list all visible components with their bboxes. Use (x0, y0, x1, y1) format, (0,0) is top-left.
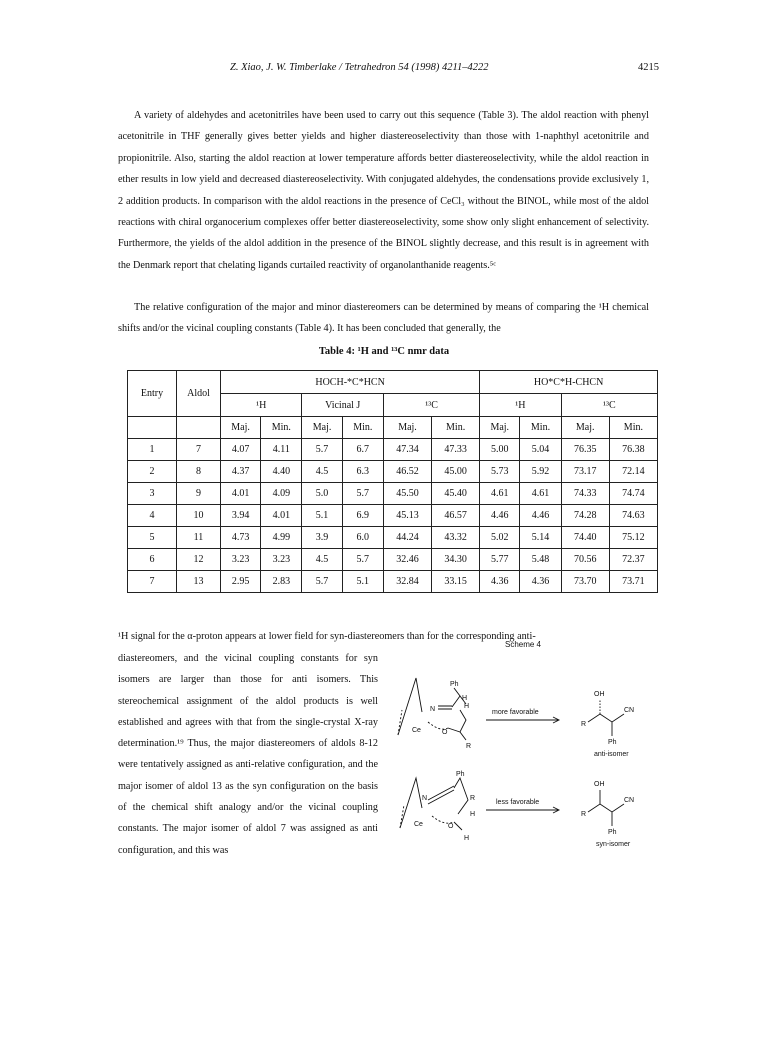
ts1-ph-label: Ph (450, 681, 459, 688)
table-cell: 4.99 (261, 527, 302, 549)
table-cell: 32.84 (383, 571, 431, 593)
running-head-citation: Z. Xiao, J. W. Timberlake / Tetrahedron 54 (1998) 4211–4222 (230, 62, 489, 73)
product2-name: syn-isomer (596, 841, 631, 848)
paragraph-2 (118, 297, 649, 340)
table-cell: 6 (128, 549, 177, 571)
table-cell: 3.23 (261, 549, 302, 571)
table-cell: 5.1 (302, 505, 342, 527)
sub-header-vicinal-j: Vicinal J (302, 394, 383, 417)
table-cell: 5.00 (480, 439, 520, 461)
table-cell: 4.46 (520, 505, 561, 527)
table-cell: 47.34 (383, 439, 431, 461)
table-cell: 5.92 (520, 461, 561, 483)
sub-header-1h-b: ¹H (480, 394, 561, 417)
table-cell: 4.09 (261, 483, 302, 505)
paragraph-3-column: diastereomers, and the vicinal coupling constants for syn isomers are larger than those for anti isomers. This stereochemical assignment of the aldol products is well established and agrees with that from the single-crystal X-ray determination.¹⁹ Thus, the major diastereomers of aldols 8-12 were tentatively assigned as anti-relative configuration, and the major isomer of aldol 13 as the syn configuration on the basis of the chemical shift analogy and/or the vicinal coupling constants. The major isomer of aldol 7 was assigned as anti configuration, and this was (118, 653, 378, 856)
table-cell: 76.35 (561, 439, 609, 461)
table-cell: 4.61 (480, 483, 520, 505)
sub-header-13c-b: ¹³C (561, 394, 657, 417)
table-cell: 6.9 (342, 505, 383, 527)
sub-header-13c-a: ¹³C (383, 394, 479, 417)
table-cell: 12 (177, 549, 221, 571)
sub-header-1h-a: ¹H (221, 394, 302, 417)
table-body (128, 439, 658, 593)
table-cell: 2 (128, 461, 177, 483)
table-cell: 4.37 (221, 461, 261, 483)
table-cell: 75.12 (609, 527, 657, 549)
table-cell: 46.52 (383, 461, 431, 483)
table-cell: 5.02 (480, 527, 520, 549)
table-cell: 9 (177, 483, 221, 505)
table-cell: 4.5 (302, 461, 342, 483)
maj-header: Maj. (221, 417, 261, 439)
ts2-ce-label: Ce (414, 821, 423, 828)
min-header: Min. (609, 417, 657, 439)
table-cell: 8 (177, 461, 221, 483)
ts2-h-bond (454, 822, 462, 830)
paragraph-2-text: The relative configuration of the major and minor diastereomers can be determined by means of comparing the ¹H chemical shifts and/or the vicinal coupling constants (Table 4). It has been concluded that generally, the (118, 302, 649, 335)
group-header-1: HOCH-*C*HCN (221, 371, 480, 394)
table-row (128, 461, 658, 483)
table-cell: 74.63 (609, 505, 657, 527)
table-cell: 6.7 (342, 439, 383, 461)
table-row (128, 439, 658, 461)
ts1-o-label: O (442, 729, 448, 736)
min-header: Min. (520, 417, 561, 439)
arrow-2-label: less favorable (496, 799, 540, 806)
maj-header: Maj. (561, 417, 609, 439)
paragraph-3-lead: ¹H signal for the α-proton appears at lower field for syn-diastereomers than for the corresponding anti- (118, 631, 536, 642)
table-cell: 5.0 (302, 483, 342, 505)
ts1-cn-double-bond (438, 706, 452, 709)
table-cell: 4.73 (221, 527, 261, 549)
table-cell: 3.94 (221, 505, 261, 527)
maj-header: Maj. (480, 417, 520, 439)
table-cell: 1 (128, 439, 177, 461)
maj-header: Maj. (383, 417, 431, 439)
table-cell: 73.17 (561, 461, 609, 483)
arrow-1-label: more favorable (492, 709, 539, 716)
table-cell: 70.56 (561, 549, 609, 571)
table-cell: 5.7 (342, 549, 383, 571)
col-header-entry: Entry (128, 371, 177, 417)
table-row (128, 549, 658, 571)
table-cell: 10 (177, 505, 221, 527)
ts2-o-label: O (448, 823, 454, 830)
table-cell: 47.33 (432, 439, 480, 461)
table-cell: 11 (177, 527, 221, 549)
table-cell: 4.11 (261, 439, 302, 461)
table-cell: 4.46 (480, 505, 520, 527)
table-cell: 45.00 (432, 461, 480, 483)
ts1-carbonyl-ring (448, 710, 466, 732)
table-cell: 46.57 (432, 505, 480, 527)
table-cell: 74.28 (561, 505, 609, 527)
table-cell: 5.1 (342, 571, 383, 593)
table-cell: 4.40 (261, 461, 302, 483)
table-cell: 4.36 (520, 571, 561, 593)
table-cell: 72.14 (609, 461, 657, 483)
product1-ph-label: Ph (608, 739, 617, 746)
table-cell: 44.24 (383, 527, 431, 549)
table-cell: 5.7 (342, 483, 383, 505)
table-cell: 4.01 (261, 505, 302, 527)
table-cell: 73.71 (609, 571, 657, 593)
table-cell: 5.77 (480, 549, 520, 571)
min-header: Min. (261, 417, 302, 439)
ts1-h-label: H (462, 695, 468, 702)
ts2-r-label: R (470, 795, 476, 802)
product2-r-label: R (581, 811, 587, 818)
product2-oh-label: OH (594, 781, 605, 788)
ts1-ph-bond (454, 688, 460, 696)
table-cell: 76.38 (609, 439, 657, 461)
scheme-title: Scheme 4 (504, 640, 542, 649)
table-cell: 73.70 (561, 571, 609, 593)
ts1-r-bond (460, 732, 466, 740)
table-cell: 5.04 (520, 439, 561, 461)
page-number: 4215 (638, 62, 659, 73)
ts2-h-label: H (470, 811, 476, 818)
table-cell: 45.13 (383, 505, 431, 527)
table-cell: 3 (128, 483, 177, 505)
ts2-h2-label: H (464, 835, 470, 842)
ts1-h2-label: H (464, 703, 470, 710)
table-cell: 5 (128, 527, 177, 549)
table-cell: 74.74 (609, 483, 657, 505)
table-cell: 4 (128, 505, 177, 527)
table-cell: 72.37 (609, 549, 657, 571)
blank-cell (177, 417, 221, 439)
table-cell: 5.7 (302, 439, 342, 461)
table-cell: 13 (177, 571, 221, 593)
paragraph-1-text: A variety of aldehydes and acetonitriles have been used to carry out this sequence (Table 3). The aldol reaction with phenyl acetonitrile in THF generally gives better yields and higher diastereoselectivity than those with 1-naphthyl acetonitrile and propionitrile. Also, starting the aldol reaction at lower temperature affords better diastereoselectivity, while the aldol reaction in ether results in low yield and decreased diastereoselectivity. With conjugated aldehydes, the condensations provide exclusively 1, 2 addition products. In comparison with the aldol reactions in the presence of CeCl₃ without the BINOL, while most of the aldol reactions with chiral organocerium complexes offer better diastereoselectivity, some show only slight enhancement of selectivity. Furthermore, the yields of the aldol addition in the presence of the BINOL slightly decrease, and this result is in agreement with the Denmark report that chelating ligands curtailed reactivity of organolanthanide reagents.⁵ᶜ (118, 110, 649, 271)
table-cell: 7 (128, 571, 177, 593)
table-cell: 74.40 (561, 527, 609, 549)
product1-cn-label: CN (624, 707, 635, 714)
table-cell: 32.46 (383, 549, 431, 571)
running-head (0, 62, 768, 78)
table-cell: 3.23 (221, 549, 261, 571)
table-row (128, 483, 658, 505)
table-cell: 33.15 (432, 571, 480, 593)
table-cell: 3.9 (302, 527, 342, 549)
blank-cell (128, 417, 177, 439)
product2-cn-label: CN (624, 797, 635, 804)
maj-header: Maj. (302, 417, 342, 439)
table-cell: 43.32 (432, 527, 480, 549)
ts1-ce-label: Ce (412, 727, 421, 734)
product1-chain (588, 714, 624, 722)
ts1-r-label: R (466, 743, 472, 750)
product1-name: anti-isomer (594, 751, 629, 758)
table-cell: 45.40 (432, 483, 480, 505)
nmr-data-table (127, 370, 658, 593)
table-row (128, 527, 658, 549)
product1-r-label: R (581, 721, 587, 728)
product2-ph-label: Ph (608, 829, 617, 836)
ts1-n-label: N (430, 706, 436, 713)
table-cell: 6.3 (342, 461, 383, 483)
table-cell: 2.83 (261, 571, 302, 593)
paragraph-1 (118, 105, 649, 276)
table-cell: 4.36 (480, 571, 520, 593)
ts2-cn-double-bond (428, 786, 454, 804)
col-header-aldol: Aldol (177, 371, 221, 417)
table-cell: 4.07 (221, 439, 261, 461)
product2-chain (588, 804, 624, 812)
table-row (128, 505, 658, 527)
table-cell: 7 (177, 439, 221, 461)
ts2-ph-label: Ph (456, 771, 465, 778)
ts2-n-label: N (422, 795, 428, 802)
table-cell: 4.5 (302, 549, 342, 571)
table-cell: 34.30 (432, 549, 480, 571)
table-cell: 5.73 (480, 461, 520, 483)
table-cell: 45.50 (383, 483, 431, 505)
table-cell: 6.0 (342, 527, 383, 549)
table-cell: 5.7 (302, 571, 342, 593)
table-cell: 4.01 (221, 483, 261, 505)
table-cell: 2.95 (221, 571, 261, 593)
product1-oh-label: OH (594, 691, 605, 698)
min-header: Min. (432, 417, 480, 439)
scheme-drawing (388, 640, 658, 880)
table-caption: Table 4: ¹H and ¹³C nmr data (318, 346, 450, 357)
ts1-dashed-bond (398, 710, 402, 735)
table-cell: 4.61 (520, 483, 561, 505)
table-row (128, 571, 658, 593)
ts2-ring-bond (454, 778, 468, 814)
table-cell: 74.33 (561, 483, 609, 505)
table-cell: 5.14 (520, 527, 561, 549)
table-cell: 5.48 (520, 549, 561, 571)
min-header: Min. (342, 417, 383, 439)
scheme-4 (388, 640, 658, 880)
group-header-2: HO*C*H-CHCN (480, 371, 658, 394)
